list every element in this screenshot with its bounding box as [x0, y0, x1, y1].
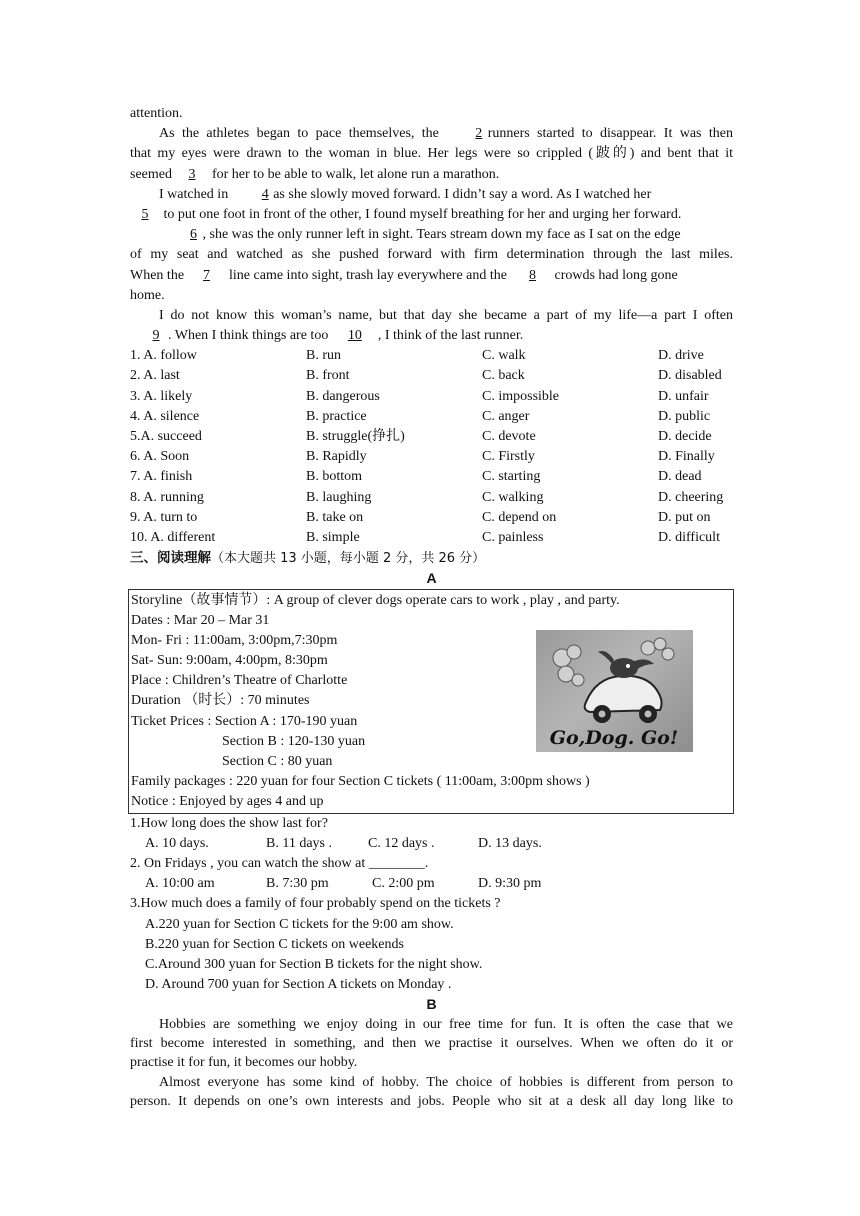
answer-option: D. Around 700 yuan for Section A tickets on Monday .: [145, 977, 452, 993]
blank-2: 2: [475, 126, 483, 142]
option-row: [130, 387, 733, 407]
info-line: Ticket Prices : Section A : 170-190 yuan: [131, 713, 358, 729]
option: C. anger: [482, 408, 530, 424]
passage-line: practise it for fun, it becomes our hobby.: [130, 1055, 358, 1071]
text: As the athletes began to pace themselves, the: [159, 126, 439, 142]
blank-4: 4: [261, 186, 269, 202]
answer-option: B. 7:30 pm: [266, 876, 329, 892]
option: B. laughing: [306, 489, 372, 505]
question: 3.How much does a family of four probably spend on the tickets ?: [130, 896, 501, 912]
options-table: [130, 346, 733, 548]
option: 7. A. finish: [130, 469, 193, 485]
answer-option: C.Around 300 yuan for Section B tickets for the night show.: [145, 956, 483, 972]
answer-option: A.220 yuan for Section C tickets for the 9:00 am show.: [145, 916, 454, 932]
option: D. public: [658, 408, 711, 424]
option: 2. A. last: [130, 368, 180, 384]
option-row: [130, 407, 733, 427]
cloze-line: home.: [130, 287, 165, 303]
option: C. starting: [482, 469, 541, 485]
option-row: [130, 508, 733, 528]
option: B. run: [306, 348, 341, 364]
passage-line: Almost everyone has some kind of hobby. The choice of hobbies is different from person to: [159, 1074, 733, 1090]
text: crowds had long gone: [554, 267, 678, 283]
text: to put one foot in front of the other, I found myself breathing for her and urging her forward.: [163, 206, 682, 222]
question: 2. On Fridays , you can watch the show at ________.: [130, 855, 429, 871]
info-line: Notice : Enjoyed by ages 4 and up: [131, 794, 324, 810]
text: runners started to disappear. It was then: [487, 126, 733, 142]
info-line: Mon- Fri : 11:00am, 3:00pm,7:30pm: [131, 632, 338, 648]
option: 6. A. Soon: [130, 449, 190, 465]
option-row: [130, 467, 733, 487]
option: C. painless: [482, 529, 544, 545]
blank-3: 3: [188, 166, 196, 182]
info-line: Place : Children’s Theatre of Charlotte: [131, 673, 348, 689]
option: B. struggle(挣扎): [306, 429, 405, 444]
text: seemed: [130, 166, 172, 182]
passage-b-label: B: [426, 996, 437, 1013]
cloze-line: [130, 266, 733, 286]
blank-8: 8: [529, 267, 536, 283]
blank-7: 7: [203, 267, 211, 283]
text: line came into sight, trash lay everywhere and the: [229, 267, 507, 283]
option: D. unfair: [658, 388, 709, 404]
option: C. Firstly: [482, 449, 535, 465]
answer-option: A. 10 days.: [145, 835, 209, 851]
blank-6: 6: [190, 227, 197, 243]
option: 10. A. different: [130, 529, 216, 545]
cloze-line: [130, 165, 733, 185]
option: 4. A. silence: [130, 408, 200, 424]
section-heading: [130, 548, 733, 568]
option: B. front: [306, 368, 350, 384]
answer-option: C. 12 days .: [368, 835, 435, 851]
dog-car-illustration: [536, 630, 693, 752]
option: B. Rapidly: [306, 449, 367, 465]
option: C. devote: [482, 429, 536, 444]
text: , she was the only runner left in sight. Tears stream down my face as I sat on the edge: [202, 227, 681, 243]
cloze-line: [130, 326, 733, 346]
cloze-line: attention.: [130, 106, 183, 121]
text: as she slowly moved forward. I didn’t say a word. As I watched her: [273, 186, 652, 202]
option-row: [130, 346, 733, 366]
info-line: Duration （时长）: 70 minutes: [131, 693, 310, 709]
option: D. difficult: [658, 529, 720, 545]
info-line: Section C : 80 yuan: [222, 754, 333, 769]
cloze-line: [130, 185, 733, 205]
answer-options: [130, 874, 733, 894]
passage-line: person. It depends on one’s own interests and jobs. People who sit at a desk all day long like to: [130, 1094, 733, 1110]
answer-option: C. 2:00 pm: [372, 876, 435, 892]
option: B. dangerous: [306, 388, 380, 404]
blank-9: 9: [152, 328, 160, 344]
info-line: Storyline（故事情节）: A group of clever dogs operate cars to work , play , and party.: [131, 592, 620, 608]
cloze-line: [130, 124, 733, 144]
option: D. put on: [658, 509, 711, 525]
section-note: （本大题共 13 小题，每小题 2 分，共 26 分）: [211, 551, 486, 567]
option: B. take on: [306, 509, 364, 525]
option: 9. A. turn to: [130, 509, 198, 525]
option: 5.A. succeed: [130, 429, 202, 444]
info-line: Section B : 120-130 yuan: [222, 733, 366, 749]
option-row: [130, 447, 733, 467]
option: C. impossible: [482, 388, 560, 404]
cloze-line: I do not know this woman’s name, but that day she became a part of my life—a part I often: [159, 307, 733, 323]
option-row: [130, 427, 733, 447]
option: C. back: [482, 368, 525, 384]
text: When the: [130, 267, 185, 283]
cloze-line: that my eyes were drawn to the woman in blue. Her legs were so crippled (跛的) and bent that it: [130, 146, 733, 162]
cloze-line: [130, 225, 733, 245]
text: I watched in: [159, 186, 229, 202]
cloze-line: of my seat and watched as she pushed forward with firm determination through the last miles.: [130, 247, 733, 263]
option-row: [130, 488, 733, 508]
blank-10: 10: [347, 328, 362, 344]
text: . When I think things are too: [168, 328, 329, 344]
poster-title: Go,Dog. Go!: [549, 726, 679, 749]
event-info-box: [128, 589, 734, 814]
option: C. walk: [482, 348, 526, 364]
option-row: [130, 366, 733, 386]
option: D. disabled: [658, 368, 722, 384]
option: C. depend on: [482, 509, 557, 525]
text: for her to be able to walk, let alone run a marathon.: [211, 166, 500, 182]
section-title: 三、阅读理解: [130, 550, 211, 567]
option: D. Finally: [658, 449, 715, 465]
info-line: Sat- Sun: 9:00am, 4:00pm, 8:30pm: [131, 653, 328, 669]
passage-a-label: A: [426, 570, 437, 587]
cloze-line: [130, 205, 733, 225]
answer-option: D. 9:30 pm: [478, 876, 542, 892]
option: D. cheering: [658, 489, 724, 505]
option: 8. A. running: [130, 489, 204, 505]
answer-options: [130, 834, 733, 854]
option: B. simple: [306, 529, 360, 545]
option: D. drive: [658, 348, 704, 364]
text: , I think of the last runner.: [377, 328, 524, 344]
show-poster-image: [536, 630, 693, 752]
option: 3. A. likely: [130, 388, 193, 404]
option: 1. A. follow: [130, 348, 197, 364]
option: B. bottom: [306, 469, 363, 485]
info-line: Dates : Mar 20 – Mar 31: [131, 612, 270, 628]
exam-page: [130, 104, 733, 1112]
blank-5: 5: [141, 206, 149, 222]
option: B. practice: [306, 408, 367, 424]
option: C. walking: [482, 489, 544, 505]
info-line: Family packages : 220 yuan for four Section C tickets ( 11:00am, 3:00pm shows ): [131, 774, 590, 790]
answer-option: D. 13 days.: [478, 835, 542, 851]
option: D. decide: [658, 429, 712, 444]
answer-option: A. 10:00 am: [145, 876, 215, 892]
option: D. dead: [658, 469, 702, 485]
option-row: [130, 528, 733, 548]
passage-line: first become interested in something, and then we practise it ourselves. When we often do it or: [130, 1036, 733, 1052]
answer-option: B. 11 days .: [266, 835, 332, 851]
question: 1.How long does the show last for?: [130, 815, 328, 831]
answer-option: B.220 yuan for Section C tickets on weekends: [145, 936, 404, 952]
passage-line: Hobbies are something we enjoy doing in our free time for fun. It is often the case that we: [159, 1016, 733, 1032]
